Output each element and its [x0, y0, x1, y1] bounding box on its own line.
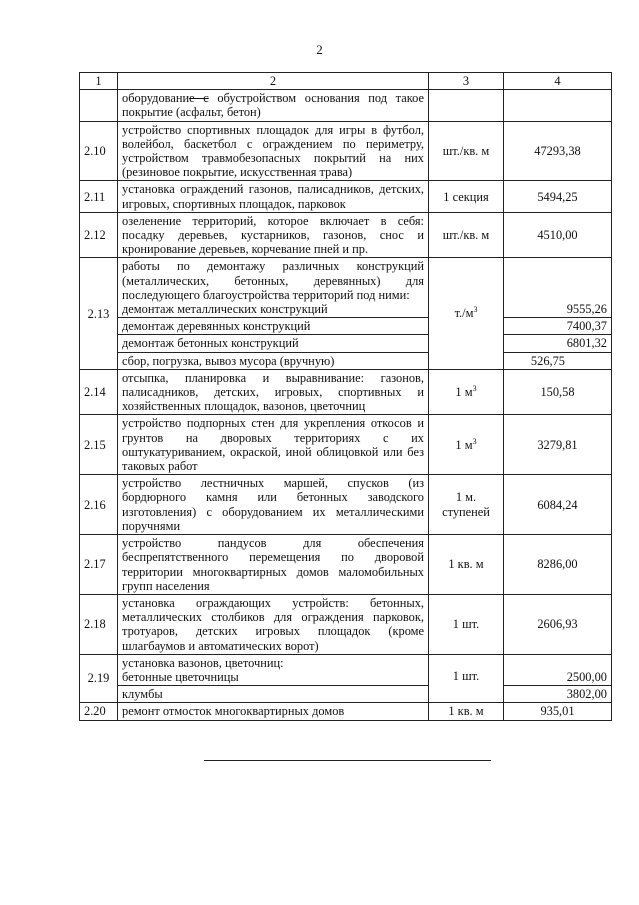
table-header-row [80, 73, 612, 90]
row-description-main: установка вазонов, цветочниц: [122, 655, 284, 670]
row-unit: $т./м^3$ [429, 258, 504, 369]
header-col-3: 3 [429, 73, 504, 90]
table-subrow [80, 352, 612, 369]
row-description: установка ограждающих устройств: бетонных, металлических столбиков для ограждения парковок, тротуаров, детских игровых площадок (кроме шлагбаумов и автоматических ворот) [118, 594, 429, 654]
row-description: устройство подпорных стен для укрепления откосов и грунтов на дворовых территориях с их оштукатуриванием, окраской, иной облицовкой или без таковых работ [118, 415, 429, 475]
row-description: устройство пандусов для обеспечения беспрепятственного перемещения по дворовой территории многоквартирных домов маломобильных групп населения [118, 535, 429, 595]
row-description [118, 258, 429, 318]
row-price: 3802,00 [504, 686, 612, 703]
subitem-label: сбор, погрузка, вывоз мусора (вручную) [118, 352, 429, 369]
row-price: 5494,25 [504, 181, 612, 212]
row-unit: шт./кв. м [429, 121, 504, 181]
page-number: 2 [316, 42, 323, 57]
row-description: установка ограждений газонов, палисадников, детских, игровых, спортивных площадок, парковок [118, 181, 429, 212]
row-price [504, 90, 612, 121]
table-row [80, 369, 612, 415]
row-price: 6084,24 [504, 475, 612, 535]
row-number [80, 90, 118, 121]
subitem-label: демонтаж металлических конструкций [122, 302, 328, 317]
row-price: 47293,38 [504, 121, 612, 181]
row-price: 7400,37 [504, 318, 612, 335]
row-unit [429, 90, 504, 121]
row-description [118, 654, 429, 685]
table-row [80, 475, 612, 535]
header-col-2: 2 [118, 73, 429, 90]
row-number: 2.14 [80, 369, 118, 415]
row-description: озеленение территорий, которое включает в себя: посадку деревьев, кустарников, газонов, снос и кронирование деревьев, корчевание пней и пр. [118, 212, 429, 258]
table-row [80, 258, 612, 318]
table-row [80, 703, 612, 720]
table-subrow [80, 335, 612, 352]
row-description-main: работы по демонтажу различных конструкций (металлических, бетонных, деревянных) для последующего благоустройства территорий под ними: [122, 259, 424, 302]
subitem-label: клумбы [118, 686, 429, 703]
table-row [80, 654, 612, 685]
row-price: 4510,00 [504, 212, 612, 258]
row-price: 9555,26 [504, 258, 612, 318]
row-description: ремонт отмосток многоквартирных домов [118, 703, 429, 720]
row-unit: 1 $м^3$ [429, 369, 504, 415]
table-subrow [80, 686, 612, 703]
row-number: 2.15 [80, 415, 118, 475]
row-number: 2.19 [80, 654, 118, 703]
row-description: устройство лестничных маршей, спусков (из бордюрного камня или бетонных заводского изготовления) с оборудованием их металлическими поручнями [118, 475, 429, 535]
end-divider-line [204, 760, 491, 761]
row-unit: 1 кв. м [429, 703, 504, 720]
subitem-label: демонтаж бетонных конструкций [118, 335, 429, 352]
row-number: 2.13 [80, 258, 118, 369]
row-unit: 1 секция [429, 181, 504, 212]
row-unit: 1 $м^3$ [429, 415, 504, 475]
table-row [80, 535, 612, 595]
row-price: 935,01 [504, 703, 612, 720]
row-number: 2.10 [80, 121, 118, 181]
row-description: устройство спортивных площадок для игры в футбол, волейбол, баскетбол с ограждением по периметру, устройством травмобезопасных покрытий на них (резиновое покрытие, искусственная трава) [118, 121, 429, 181]
row-number: 2.20 [80, 703, 118, 720]
row-price: 2500,00 [504, 654, 612, 685]
table-row [80, 212, 612, 258]
table-row [80, 415, 612, 475]
struck-text: е с [189, 91, 209, 106]
row-price: 150,58 [504, 369, 612, 415]
table-row [80, 594, 612, 654]
row-description: оборудование с обустройством основания под такое покрытие (асфальт, бетон) [118, 90, 429, 121]
row-unit: 1 кв. м [429, 535, 504, 595]
subitem-label: бетонные цветочницы [122, 669, 239, 684]
row-unit: шт./кв. м [429, 212, 504, 258]
row-number: 2.17 [80, 535, 118, 595]
table-subrow [80, 318, 612, 335]
table-row [80, 181, 612, 212]
row-number: 2.16 [80, 475, 118, 535]
row-price: 8286,00 [504, 535, 612, 595]
row-description: отсыпка, планировка и выравнивание: газонов, палисадников, детских, игровых, спортивных и хозяйственных площадок, вазонов, цветочниц [118, 369, 429, 415]
row-number: 2.11 [80, 181, 118, 212]
row-unit: 1 м. ступеней [429, 475, 504, 535]
price-table [79, 72, 612, 721]
header-col-4: 4 [504, 73, 612, 90]
table-row [80, 121, 612, 181]
row-price: 6801,32 [504, 335, 612, 352]
row-unit: 1 шт. [429, 594, 504, 654]
row-price: 2606,93 [504, 594, 612, 654]
subitem-label: демонтаж деревянных конструкций [118, 318, 429, 335]
row-number: 2.12 [80, 212, 118, 258]
row-number: 2.18 [80, 594, 118, 654]
row-price: 3279,81 [504, 415, 612, 475]
row-unit: 1 шт. [429, 654, 504, 703]
header-col-1: 1 [80, 73, 118, 90]
row-price: 526,75 [504, 352, 612, 369]
table-row [80, 90, 612, 121]
